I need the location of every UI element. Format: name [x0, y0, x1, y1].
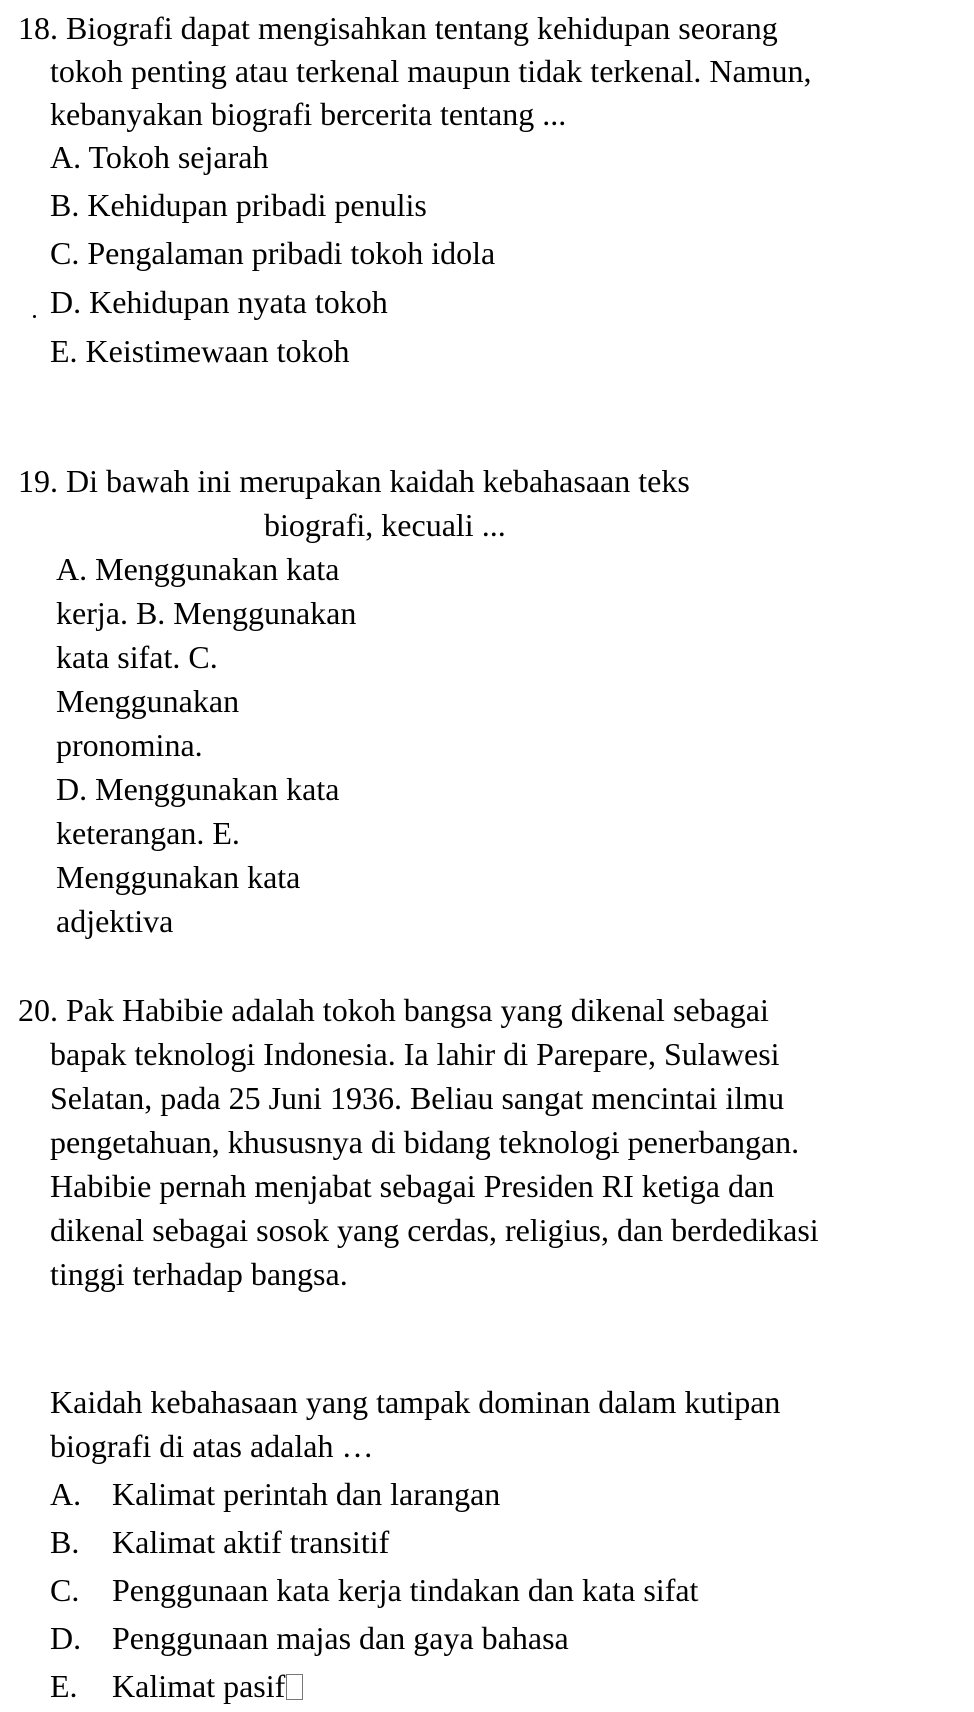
q20-question-line-2: biografi di atas adalah …: [50, 1428, 374, 1464]
q19-option-line-7[interactable]: keterangan. E.: [56, 815, 240, 851]
q20-passage-line-6: dikenal sebagai sosok yang cerdas, religius, dan berdedikasi: [50, 1212, 819, 1248]
option-letter: A.: [50, 1476, 82, 1512]
option-text: Kalimat perintah dan larangan: [112, 1476, 501, 1512]
q20-question-line-1: Kaidah kebahasaan yang tampak dominan dalam kutipan: [50, 1384, 781, 1420]
q20-option-a[interactable]: [50, 1478, 500, 1510]
q20-option-d[interactable]: [50, 1622, 569, 1654]
q19-stem-line-1: 19. Di bawah ini merupakan kaidah kebahasaan teks: [18, 463, 690, 499]
q18-option-e[interactable]: E. Keistimewaan tokoh: [50, 333, 350, 369]
q18-option-a[interactable]: A. Tokoh sejarah: [50, 139, 269, 175]
q19-option-line-9[interactable]: adjektiva: [56, 903, 174, 939]
q20-passage-line-4: pengetahuan, khususnya di bidang teknologi penerbangan.: [50, 1124, 800, 1160]
q20-option-e[interactable]: [50, 1670, 303, 1702]
q19-stem-line-2: biografi, kecuali ...: [264, 507, 506, 543]
q18-option-b[interactable]: B. Kehidupan pribadi penulis: [50, 187, 427, 223]
option-letter: E.: [50, 1668, 78, 1704]
q20-passage-line-3: Selatan, pada 25 Juni 1936. Beliau sangat mencintai ilmu: [50, 1080, 785, 1116]
stray-dot-mark: [33, 315, 36, 318]
option-text: Kalimat aktif transitif: [112, 1524, 390, 1560]
option-text: Kalimat pasif: [112, 1668, 286, 1704]
q18-option-c[interactable]: C. Pengalaman pribadi tokoh idola: [50, 235, 496, 271]
q18-option-d[interactable]: D. Kehidupan nyata tokoh: [50, 284, 388, 320]
q20-passage-line-7: tinggi terhadap bangsa.: [50, 1256, 348, 1292]
q19-option-line-2[interactable]: kerja. B. Menggunakan: [56, 595, 357, 631]
q20-passage-line-1: 20. Pak Habibie adalah tokoh bangsa yang dikenal sebagai: [18, 992, 769, 1028]
q20-passage-line-5: Habibie pernah menjabat sebagai Presiden RI ketiga dan: [50, 1168, 775, 1204]
q19-option-line-6[interactable]: D. Menggunakan kata: [56, 771, 340, 807]
q19-option-line-5[interactable]: pronomina.: [56, 727, 203, 763]
q19-option-line-8[interactable]: Menggunakan kata: [56, 859, 301, 895]
option-letter: C.: [50, 1572, 80, 1608]
missing-glyph-box-icon: [286, 1674, 303, 1700]
option-text: Penggunaan majas dan gaya bahasa: [112, 1620, 569, 1656]
q20-option-c[interactable]: [50, 1574, 698, 1606]
option-text: Penggunaan kata kerja tindakan dan kata sifat: [112, 1572, 699, 1608]
q18-stem-line-2: tokoh penting atau terkenal maupun tidak terkenal. Namun,: [50, 53, 812, 89]
option-letter: B.: [50, 1524, 80, 1560]
q19-option-line-4[interactable]: Menggunakan: [56, 683, 240, 719]
q18-stem-line-1: 18. Biografi dapat mengisahkan tentang kehidupan seorang: [18, 10, 778, 46]
q20-passage-line-2: bapak teknologi Indonesia. Ia lahir di Parepare, Sulawesi: [50, 1036, 780, 1072]
q19-option-line-3[interactable]: kata sifat. C.: [56, 639, 218, 675]
q20-option-b[interactable]: [50, 1526, 389, 1558]
q18-stem-line-3: kebanyakan biografi bercerita tentang ...: [50, 96, 567, 132]
option-letter: D.: [50, 1620, 82, 1656]
q19-option-line-1[interactable]: A. Menggunakan kata: [56, 551, 340, 587]
